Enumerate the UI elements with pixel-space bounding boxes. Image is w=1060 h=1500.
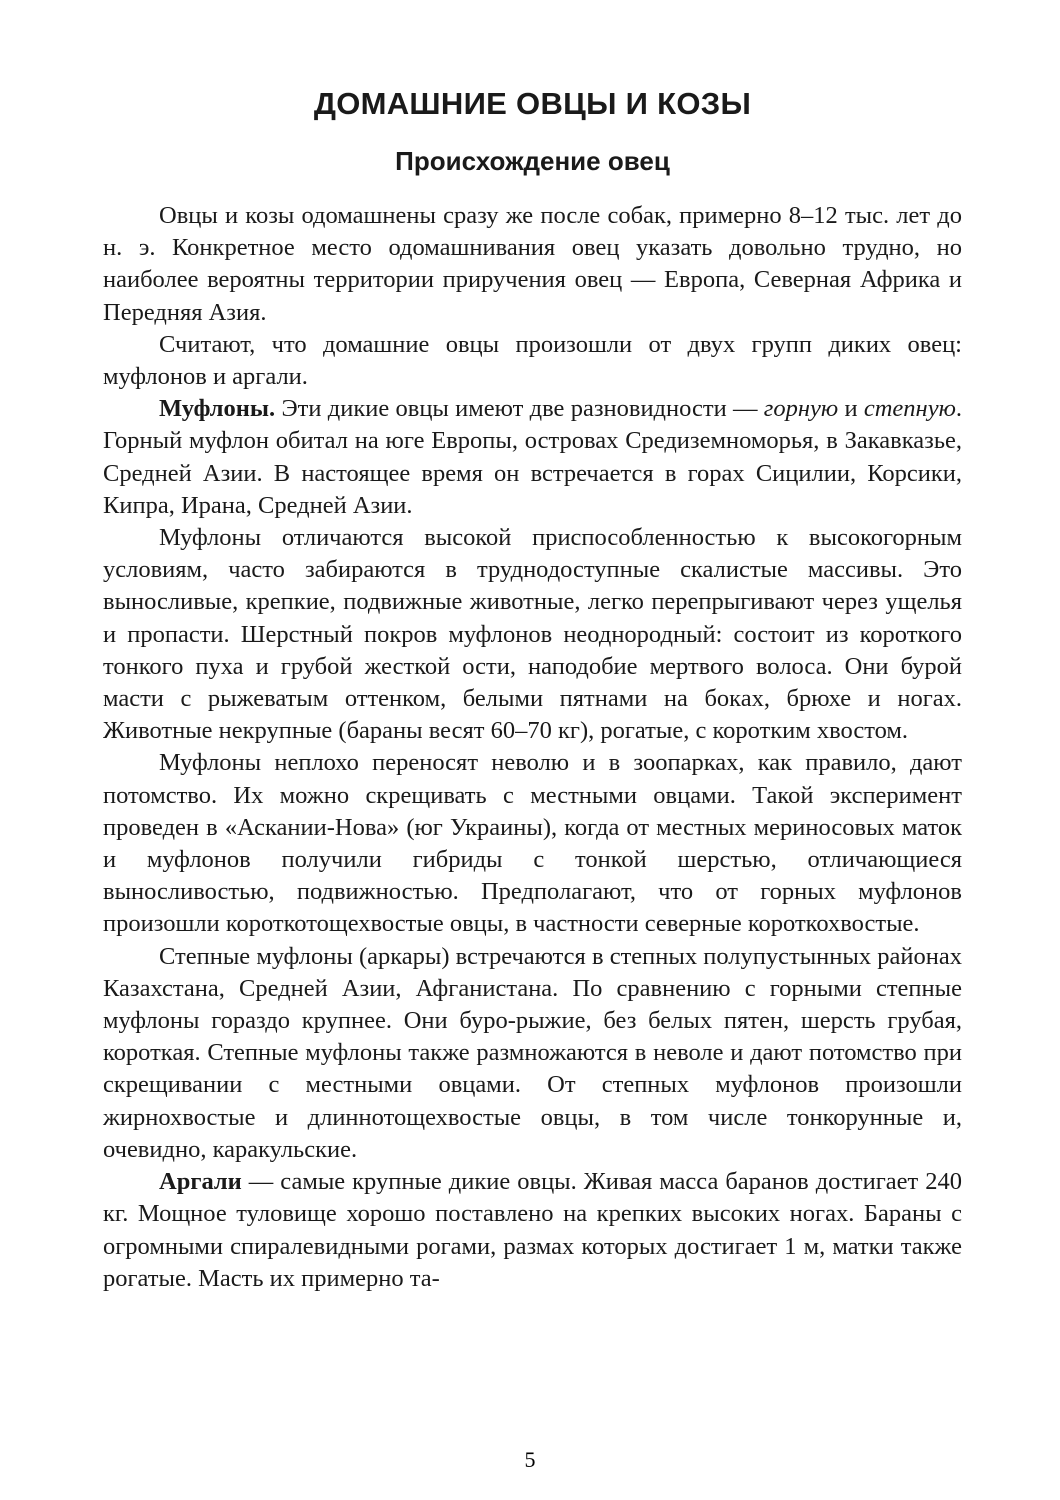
paragraph-text: Эти дикие овцы имеют две разновидности — xyxy=(275,395,764,423)
paragraph-text: . Горный муфлон обитал на юге Европы, островах Средиземноморья, в Закавказье, Средней Азии. В настоящее время он встречается в горах Сицилии, Корсики, Кипра, Ирана, Средней Азии. xyxy=(103,395,962,519)
page-number: 5 xyxy=(524,1447,536,1472)
body-text xyxy=(103,200,962,1295)
paragraph-origin-groups: Считают, что домашние овцы произошли от двух групп диких овец: муфлонов и аргали. xyxy=(103,330,962,391)
paragraph-steppe-mouflons: Степные муфлоны (аркары) встречаются в степных полупустынных районах Казахстана, Средней Азии, Афганистана. По сравнению с горными степные муфлоны гораздо крупнее. Они буро-рыжие, без белых пятен, шерсть грубая, короткая. Степные муфлоны также размножаются в неволе и дают потомство при скрещивании с местными овцами. От степных муфлонов произошли жирнохвостые и длиннотощехвостые овцы, в том числе тонкорунные и, очевидно, каракульские. xyxy=(103,942,962,1163)
paragraph-domestication: Овцы и козы одомашнены сразу же после собак, примерно 8–12 тыс. лет до н. э. Конкретное место одомашнивания овец указать довольно трудно, но наиболее вероятны территории приручения овец — Европа, Северная Африка и Передняя Азия. xyxy=(103,202,962,326)
paragraph-mouflon-traits: Муфлоны отличаются высокой приспособленностью к высокогорным условиям, часто забираются в труднодоступные скалистые массивы. Это выносливые, крепкие, подвижные животные, легко перепрыгивают через ущелья и пропасти. Шерстный покров муфлонов неоднородный: состоит из короткого тонкого пуха и грубой жесткой ости, наподобие мертвого волоса. Они бурой масти с рыжеватым оттенком, белыми пятнами на боках, брюхе и ногах. Животные некрупные (бараны весят 60–70 кг), рогатые, с коротким хвостом. xyxy=(103,524,962,745)
term-mouflons: Муфлоны. xyxy=(159,395,276,423)
paragraph-text: и xyxy=(838,395,864,423)
term-steppe: степную xyxy=(863,395,956,423)
paragraph-argali xyxy=(103,1166,962,1295)
term-mountain: горную xyxy=(763,395,839,423)
chapter-title: ДОМАШНИЕ ОВЦЫ И КОЗЫ xyxy=(313,86,752,121)
paragraph-text: — самые крупные дикие овцы. Живая масса баранов достигает 240 кг. Мощное туловище хорошо поставлено на крепких высоких ногах. Бараны с огромными спиралевидными рогами, размах которых достигает 1 м, матки также рогатые. Масть их примерно та- xyxy=(103,1168,962,1292)
section-title: Происхождение овец xyxy=(395,146,670,176)
term-argali: Аргали xyxy=(159,1168,242,1196)
paragraph-mouflons xyxy=(103,393,962,522)
paragraph-mouflon-captivity: Муфлоны неплохо переносят неволю и в зоопарках, как правило, дают потомство. Их можно скрещивать с местными овцами. Такой эксперимент проведен в «Аскании-Нова» (юг Украины), когда от местных мериносовых маток и муфлонов получили гибриды с тонкой шерстью, отличающиеся выносливостью, подвижностью. Предполагают, что от горных муфлонов произошли короткотощехвостые овцы, в частности северные короткохвостые. xyxy=(103,749,962,938)
